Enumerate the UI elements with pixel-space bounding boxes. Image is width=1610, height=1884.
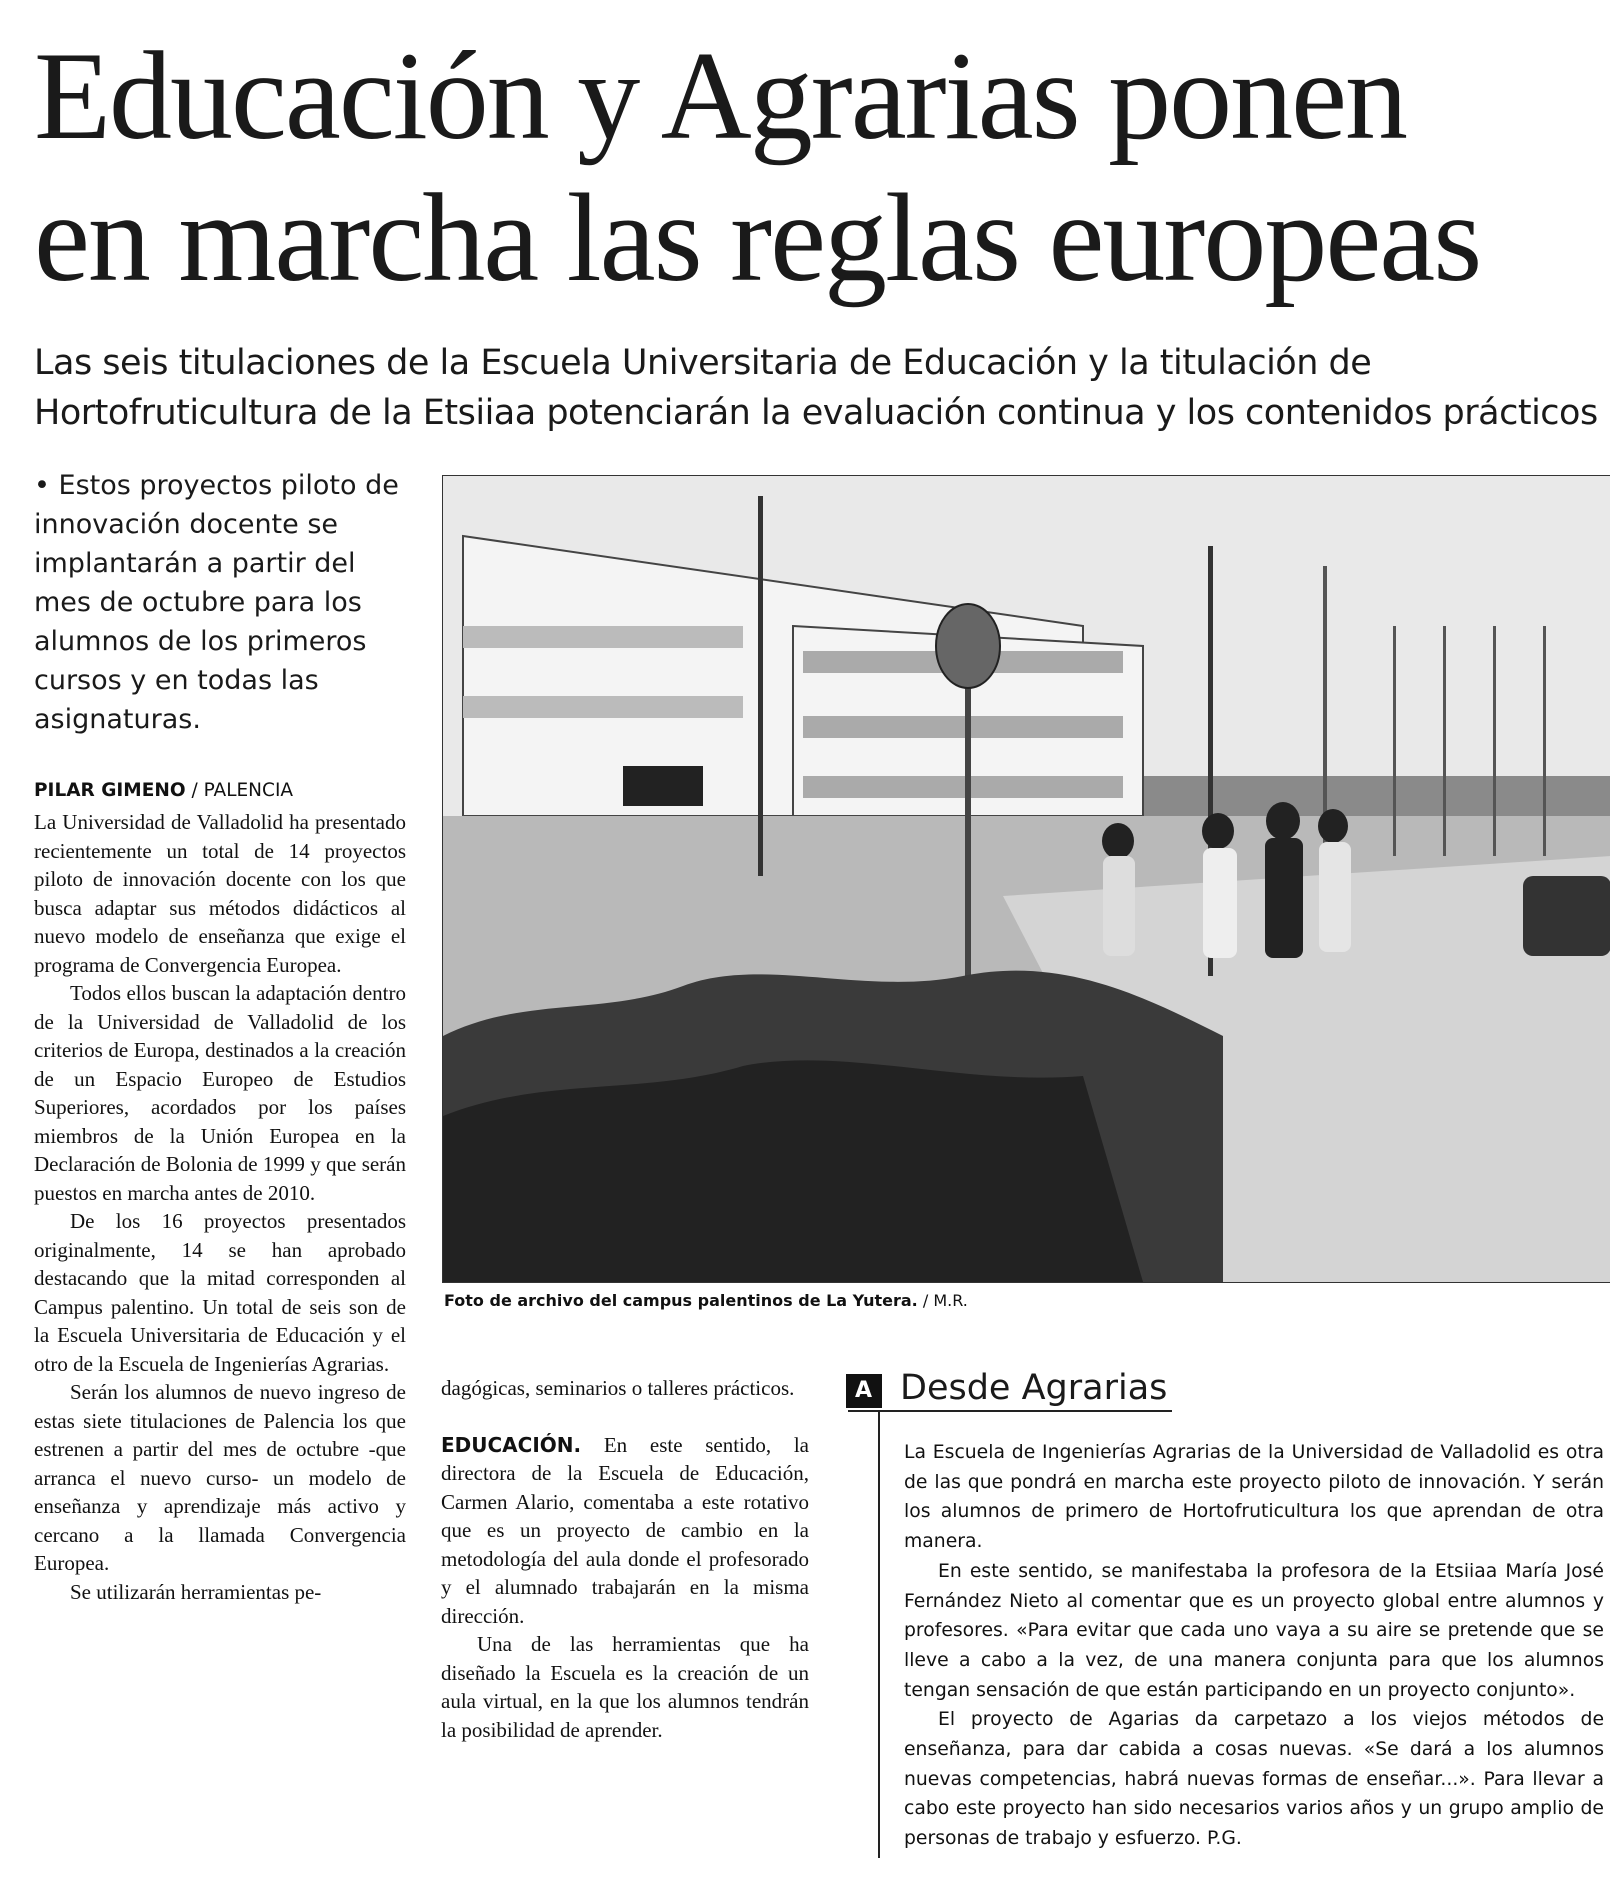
sidebar-body (904, 1438, 1604, 1854)
campus-photo (442, 475, 1610, 1283)
photo-window-band (803, 716, 1123, 738)
campus-photo-illustration (443, 476, 1610, 1282)
byline (34, 780, 404, 801)
headline-line-1: Educación y Agrarias ponen (34, 27, 1407, 166)
sidebar-left-border (878, 1410, 880, 1858)
byline-place: PALENCIA (203, 780, 294, 801)
sidebar-section-icon (846, 1374, 882, 1408)
photo-window-band (803, 776, 1123, 798)
headline (34, 26, 1604, 310)
sidebar-paragraph: El proyecto de Agarias da carpetazo a los viejos métodos de enseñanza, para dar cabida a cosas nuevas. «Se dará a los alumnos nuevas competencias, habrá nuevas formas de enseñar...». Para llevar a cabo este proyecto han sido necesarios varios años y un grupo amplio de personas de trabajo y esfuerzo. P.G. (904, 1709, 1604, 1850)
photo-building-entrance (623, 766, 703, 806)
sidebar-paragraph: La Escuela de Ingenierías Agrarias de la Universidad de Valladolid es otra de las que pondrá en marcha este proyecto piloto de innovación. Y serán los alumnos de primero de Hortofruticultura los que aprendan de otra manera. (904, 1442, 1604, 1553)
sidebar-icon-letter: A (855, 1378, 873, 1403)
paragraph-text: En este sentido, la directora de la Escuela de Educación, Carmen Alario, comentaba a este rotativo que es un proyecto de cambio en la metodología del aula donde el profesorado y el alumnado trabajarán en la misma dirección. (441, 1432, 809, 1628)
headline-line-2: en marcha las reglas europeas (34, 169, 1481, 308)
photo-caption (444, 1291, 1544, 1310)
photo-car (1523, 876, 1610, 956)
paragraph: De los 16 proyectos presentados originalmente, 14 se han aprobado destacando que la mitad corresponden al Campus palentino. Un total de seis son de la Escuela Universitaria de Educación y el otro de la Escuela de Ingenierías Agrarias. (34, 1209, 406, 1376)
paragraph: dagógicas, seminarios o talleres prácticos. (441, 1376, 795, 1400)
subheadline-line-1: Las seis titulaciones de la Escuela Universitaria de Educación y la titulación de (34, 343, 1372, 383)
photo-window-band (463, 696, 743, 718)
highlight-summary: • Estos proyectos piloto de innovación docente se implantarán a partir del mes de octubre para los alumnos de los primeros cursos y en todas las asignaturas. (34, 470, 399, 735)
photo-credit: / M.R. (917, 1291, 968, 1310)
article-column-1 (34, 808, 406, 1606)
byline-author: PILAR GIMENO (34, 780, 186, 801)
subheadline (34, 338, 1604, 438)
subheadline-line-2: Hortofruticultura de la Etsiiaa potenciarán la evaluación continua y los contenidos prácticos (34, 393, 1598, 433)
photo-caption-text: Foto de archivo del campus palentinos de La Yutera. (444, 1291, 918, 1310)
photo-flagpole (1543, 626, 1546, 856)
photo-flagpole (1393, 626, 1396, 856)
paragraph: Una de las herramientas que ha diseñado la Escuela es la creación de un aula virtual, en la que los alumnos tendrán la posibilidad de aprender. (441, 1632, 809, 1742)
section-kicker: EDUCACIÓN. (441, 1432, 582, 1457)
photo-flagpole (1443, 626, 1446, 856)
paragraph: Se utilizarán herramientas pe- (70, 1579, 322, 1604)
article-column-2 (441, 1374, 809, 1744)
paragraph: Serán los alumnos de nuevo ingreso de estas siete titulaciones de Palencia los que estrenen a partir del mes de octubre -que arranca el nuevo curso- un modelo de enseñanza y aprendizaje más activo y cercano a la llamada Convergencia Europea. (34, 1380, 406, 1575)
paragraph-with-kicker (441, 1431, 809, 1631)
photo-road-sign (936, 604, 1000, 688)
sidebar-title: Desde Agrarias (900, 1368, 1168, 1408)
photo-sign-pole (965, 646, 971, 976)
sidebar-title-rule (848, 1410, 1172, 1412)
photo-flagpole (1493, 626, 1496, 856)
paragraph: Todos ellos buscan la adaptación dentro de la Universidad de Valladolid de los criterios de Europa, destinados a la creación de un Espacio Europeo de Estudios Superiores, acordados por los países miembros de la Unión Europea en la Declaración de Bolonia de 1999 y que serán puestos en marcha antes de 2010. (34, 981, 406, 1205)
photo-lamp-post (758, 496, 763, 876)
paragraph: La Universidad de Valladolid ha presentado recientemente un total de 14 proyectos piloto de innovación docente con los que busca adaptar sus métodos didácticos al nuevo modelo de enseñanza que exige el programa de Convergencia Europea. (34, 810, 406, 977)
sidebar-paragraph: En este sentido, se manifestaba la profesora de la Etsiiaa María José Fernández Nieto al comentar que es un proyecto global entre alumnos y profesores. «Para evitar que cada uno vaya a su aire se pretende que se lleve a cabo a la vez, de una manera conjunta para que los alumnos tengan sensación de que están participando en un proyecto conjunto». (904, 1560, 1604, 1701)
byline-separator: / (185, 780, 204, 801)
photo-window-band (463, 626, 743, 648)
photo-bushes-dark (443, 1060, 1143, 1282)
